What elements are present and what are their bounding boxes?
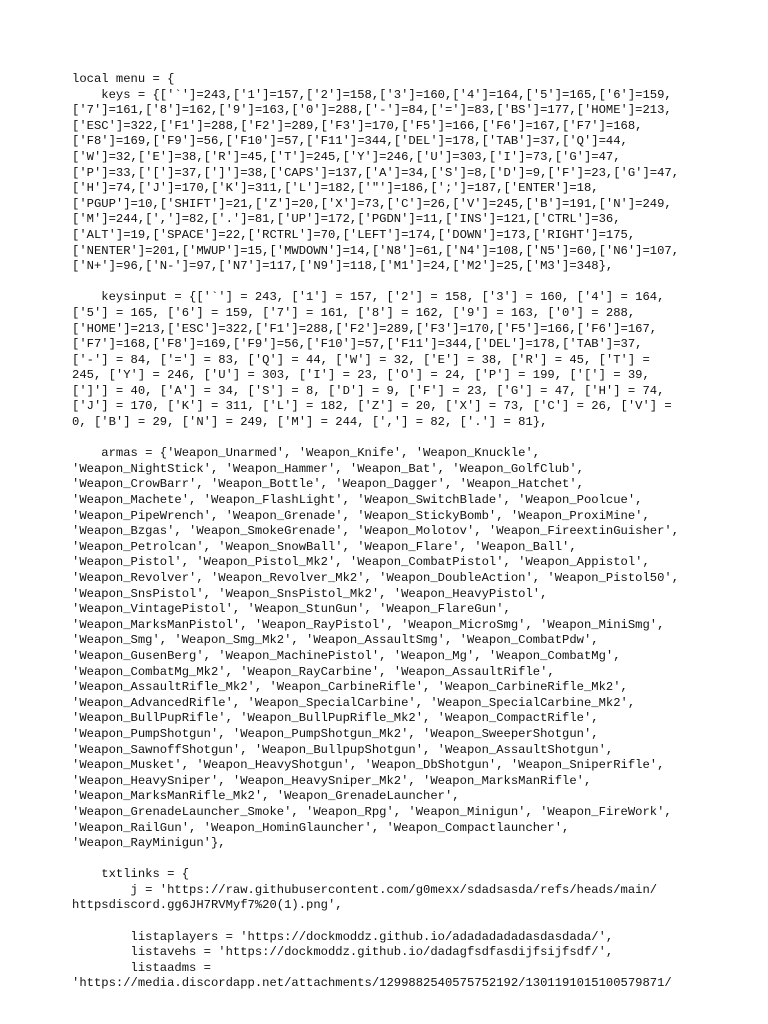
lua-code-block: local menu = { keys = {['`']=243,['1']=157,['2']=158,['3']=160,['4']=164,['5']=165,['6']=159, ['7']=161,['8']=162,['9']=163,['0']=288,['-']=84,['=']=83,['BS']=177,['HOME']=213, ['ESC']=322,['F1']=288,['F2']=289,['F3']=170,['F5']=166,['F6']=167,['F7']=168, ['F8']=169,['F9']=56,['F10']=57,['F11']=344,['DEL']=178,['TAB']=37,['Q']=44, ['W']=32,['E']=38,['R']=45,['T']=245,['Y']=246,['U']=303,['I']=73,['G']=47, ['P']=33,['[']=37,[']']=38,['CAPS']=137,['A']=34,['S']=8,['D']=9,['F']=23,['G']=47, ['H']=74,['J']=170,['K']=311,['L']=182,['"']=186,[';']=187,['ENTER']=18, ['PGUP']=10,['SHIFT']=21,['Z']=20,['X']=73,['C']=26,['V']=245,['B']=191,['N']=249, ['M']=244,[',']=82,['.']=81,['UP']=172,['PGDN']=11,['INS']=121,['CTRL']=36, ['ALT']=19,['SPACE']=22,['RCTRL']=70,['LEFT']=174,['DOWN']=173,['RIGHT']=175, ['NENTER']=201,['MWUP']=15,['MWDOWN']=14,['N8']=61,['N4']=108,['N5']=60,['N6']=107, ['N+']=96,['N-']=97,['N7']=117,['N9']=118,['M1']=24,['M2']=25,['M3']=348}, keysinput = {['`'] = 243, ['1'] = 157, ['2'] = 158, ['3'] = 160, ['4'] = 164, ['5'] = 165, ['6'] = 159, ['7'] = 161, ['8'] = 162, ['9'] = 163, ['0'] = 288, ['HOME']=213,['ESC']=322,['F1']=288,['F2']=289,['F3']=170,['F5']=166,['F6']=167, ['F7']=168,['F8']=169,['F9']=56,['F10']=57,['F11']=344,['DEL']=178,['TAB']=37, ['-'] = 84, ['='] = 83, ['Q'] = 44, ['W'] = 32, ['E'] = 38, ['R'] = 45, ['T'] = 245, ['Y'] = 246, ['U'] = 303, ['I'] = 23, ['O'] = 24, ['P'] = 199, ['['] = 39, [']'] = 40, ['A'] = 34, ['S'] = 8, ['D'] = 9, ['F'] = 23, ['G'] = 47, ['H'] = 74, ['J'] = 170, ['K'] = 311, ['L'] = 182, ['Z'] = 20, ['X'] = 73, ['C'] = 26, ['V'] = 0, ['B'] = 29, ['N'] = 249, ['M'] = 244, [','] = 82, ['.'] = 81}, armas = {'Weapon_Unarmed', 'Weapon_Knife', 'Weapon_Knuckle', 'Weapon_NightStick', 'Weapon_Hammer', 'Weapon_Bat', 'Weapon_GolfClub', 'Weapon_CrowBarr', 'Weapon_Bottle', 'Weapon_Dagger', 'Weapon_Hatchet', 'Weapon_Machete', 'Weapon_FlashLight', 'Weapon_SwitchBlade', 'Weapon_Poolcue', 'Weapon_PipeWrench', 'Weapon_Grenade', 'Weapon_StickyBomb', 'Weapon_ProxiMine', 'Weapon_Bzgas', 'Weapon_SmokeGrenade', 'Weapon_Molotov', 'Weapon_FireextinGuisher', 'Weapon_Petrolcan', 'Weapon_SnowBall', 'Weapon_Flare', 'Weapon_Ball', 'Weapon_Pistol', 'Weapon_Pistol_Mk2', 'Weapon_CombatPistol', 'Weapon_Appistol', 'Weapon_Revolver', 'Weapon_Revolver_Mk2', 'Weapon_DoubleAction', 'Weapon_Pistol50', 'Weapon_SnsPistol', 'Weapon_SnsPistol_Mk2', 'Weapon_HeavyPistol', 'Weapon_VintagePistol', 'Weapon_StunGun', 'Weapon_FlareGun', 'Weapon_MarksManPistol', 'Weapon_RayPistol', 'Weapon_MicroSmg', 'Weapon_MiniSmg', 'Weapon_Smg', 'Weapon_Smg_Mk2', 'Weapon_AssaultSmg', 'Weapon_CombatPdw', 'Weapon_GusenBerg', 'Weapon_MachinePistol', 'Weapon_Mg', 'Weapon_CombatMg', 'Weapon_CombatMg_Mk2', 'Weapon_RayCarbine', 'Weapon_AssaultRifle', 'Weapon_AssaultRifle_Mk2', 'Weapon_CarbineRifle', 'Weapon_CarbineRifle_Mk2', 'Weapon_AdvancedRifle', 'Weapon_SpecialCarbine', 'Weapon_SpecialCarbine_Mk2', 'Weapon_BullPupRifle', 'Weapon_BullPupRifle_Mk2', 'Weapon_CompactRifle', 'Weapon_PumpShotgun', 'Weapon_PumpShotgun_Mk2', 'Weapon_SweeperShotgun', 'Weapon_SawnoffShotgun', 'Weapon_BullpupShotgun', 'Weapon_AssaultShotgun', 'Weapon_Musket', 'Weapon_HeavyShotgun', 'Weapon_DbShotgun', 'Weapon_SniperRifle', 'Weapon_HeavySniper', 'Weapon_HeavySniper_Mk2', 'Weapon_MarksManRifle', 'Weapon_MarksManRifle_Mk2', 'Weapon_GrenadeLauncher', 'Weapon_GrenadeLauncher_Smoke', 'Weapon_Rpg', 'Weapon_Minigun', 'Weapon_FireWork', 'Weapon_RailGun', 'Weapon_HominGlauncher', 'Weapon_Compactlauncher', 'Weapon_RayMinigun'}, txtlinks = { j = 'https://raw.githubusercontent.com/g0mexx/sdadsasda/refs/heads/main/ httpsdiscord.gg6JH7RVMyf7%20(1).png', listaplayers = 'https://dockmoddz.github.io/adadadadadasdasdada/', listavehs = 'https://dockmoddz.github.io/dadagfsdfasdijfsijfsdf/', listaadms = 'https://media.discordapp.net/attachments/1299882540575752192/1301191015100579871/ [72,72,680,991]
